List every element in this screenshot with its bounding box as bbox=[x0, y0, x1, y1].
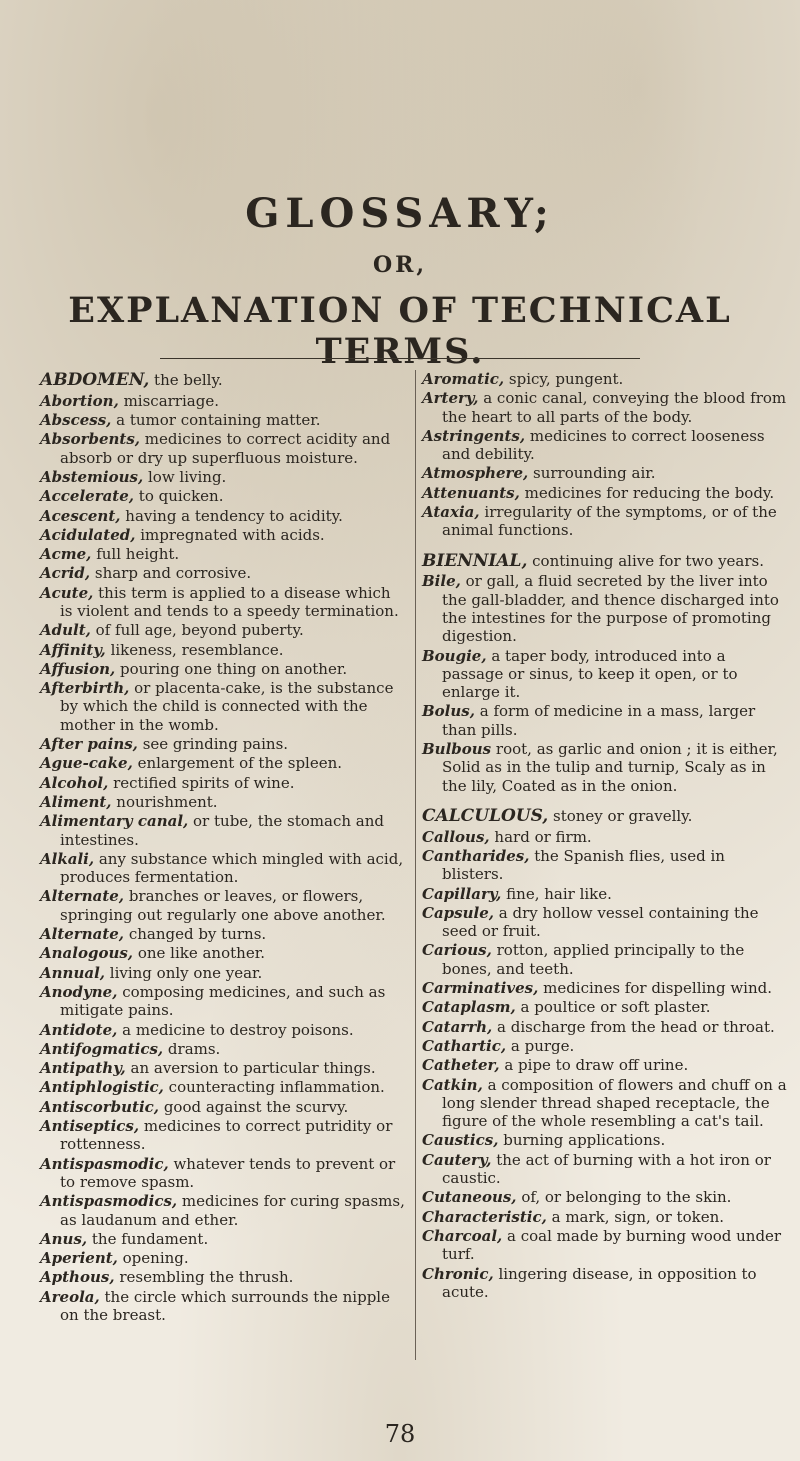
entry-term: Alternate, bbox=[40, 925, 125, 944]
entry-definition: medicines for reducing the body. bbox=[524, 483, 775, 502]
entry-term: Acescent, bbox=[40, 506, 121, 525]
entry-definition: a taper body, introduced into a passage or sinus, to keep it open, or to enlarge it. bbox=[442, 646, 738, 702]
entry-definition: one like another. bbox=[137, 944, 265, 963]
title-rule bbox=[160, 358, 640, 359]
entry-term: Bolus, bbox=[422, 702, 475, 721]
glossary-entry bbox=[422, 1227, 787, 1264]
entry-term: Ataxia, bbox=[422, 503, 480, 522]
glossary-entry bbox=[422, 904, 787, 941]
entry-definition: a pipe to draw off urine. bbox=[504, 1056, 689, 1075]
entry-definition: medicines to correct acidity and absorb or dry up superfluous moisture. bbox=[60, 430, 391, 467]
entry-definition: a medicine to destroy poisons. bbox=[122, 1020, 354, 1039]
glossary-entry bbox=[40, 1249, 405, 1267]
glossary-entry bbox=[422, 647, 787, 702]
entry-term: Astringents, bbox=[422, 426, 526, 445]
entry-definition: root, as garlic and onion ; it is either, Solid as in the tulip and turnip, Scaly as in the lily, Coated as in the onion. bbox=[442, 740, 778, 795]
glossary-entry bbox=[40, 1155, 405, 1192]
column-divider bbox=[415, 370, 416, 1360]
entry-definition: the circle which surrounds the nipple on the breast. bbox=[60, 1287, 390, 1324]
entry-definition: having a tendency to acidity. bbox=[125, 506, 343, 525]
glossary-entry bbox=[40, 468, 405, 486]
glossary-entry bbox=[40, 1040, 405, 1058]
entry-term: Antipathy, bbox=[40, 1059, 126, 1078]
glossary-entry bbox=[422, 1056, 787, 1074]
entry-definition: low living. bbox=[147, 467, 227, 486]
entry-term: Capillary, bbox=[422, 884, 502, 903]
entry-definition: or tube, the stomach and intestines. bbox=[60, 812, 384, 849]
glossary-entry bbox=[40, 430, 405, 467]
entry-definition: a tumor containing matter. bbox=[116, 411, 321, 430]
page-number: 78 bbox=[384, 1420, 416, 1448]
entry-term: Accelerate, bbox=[40, 487, 135, 506]
glossary-entry bbox=[40, 641, 405, 659]
entry-term: Antiphlogistic, bbox=[40, 1078, 164, 1097]
left-column bbox=[40, 370, 405, 1325]
glossary-entry bbox=[40, 1230, 405, 1248]
glossary-entry bbox=[40, 411, 405, 429]
entry-term: Affinity, bbox=[40, 640, 106, 659]
glossary-entry bbox=[422, 503, 787, 540]
entry-term: Ague-cake, bbox=[40, 754, 133, 773]
entry-term: Atmosphere, bbox=[422, 464, 529, 483]
glossary-entry bbox=[422, 464, 787, 482]
entry-definition: branches or leaves, or flowers, springing out regularly one above another. bbox=[60, 887, 386, 924]
entry-term: Cathartic, bbox=[422, 1036, 507, 1055]
glossary-entry bbox=[40, 735, 405, 753]
entry-definition: resembling the thrush. bbox=[119, 1268, 294, 1287]
glossary-entry bbox=[40, 526, 405, 544]
entry-definition: spicy, pungent. bbox=[508, 370, 624, 388]
entry-definition: irregularity of the symptoms, or of the animal functions. bbox=[442, 503, 777, 540]
entry-term: Alkali, bbox=[40, 849, 95, 868]
entry-term: Carminatives, bbox=[422, 979, 539, 998]
glossary-entry bbox=[422, 572, 787, 645]
entry-definition: the fundament. bbox=[91, 1229, 209, 1248]
entry-term: Catarrh, bbox=[422, 1017, 493, 1036]
entry-definition: continuing alive for two years. bbox=[532, 551, 764, 570]
entry-term: BIENNIAL, bbox=[422, 550, 528, 571]
entry-term: Aperient, bbox=[40, 1249, 118, 1268]
glossary-entry bbox=[40, 793, 405, 811]
entry-term: Characteristic, bbox=[422, 1207, 547, 1226]
or-line: OR, bbox=[372, 252, 428, 278]
page-header bbox=[0, 0, 800, 372]
glossary-entry bbox=[422, 1188, 787, 1206]
entry-definition: a mark, sign, or token. bbox=[551, 1207, 724, 1226]
entry-term: Artery, bbox=[422, 389, 479, 408]
glossary-entry bbox=[422, 806, 787, 827]
entry-definition: rotton, applied principally to the bones, and teeth. bbox=[442, 941, 745, 978]
entry-definition: medicines for curing spasms, as laudanum and ether. bbox=[60, 1192, 405, 1229]
entry-term: After pains, bbox=[40, 735, 138, 754]
entry-term: Antidote, bbox=[40, 1020, 118, 1039]
entry-term: Antiscorbutic, bbox=[40, 1097, 160, 1116]
entry-term: Antispasmodic, bbox=[40, 1154, 169, 1173]
entry-term: Antifogmatics, bbox=[40, 1039, 164, 1058]
entry-definition: miscarriage. bbox=[123, 391, 219, 410]
glossary-entry bbox=[40, 392, 405, 410]
glossary-entry bbox=[422, 1265, 787, 1302]
entry-definition: likeness, resemblance. bbox=[110, 640, 284, 659]
glossary-entry bbox=[40, 1078, 405, 1096]
glossary-entry bbox=[40, 754, 405, 772]
entry-term: Anodyne, bbox=[40, 982, 118, 1001]
entry-term: Acidulated, bbox=[40, 525, 136, 544]
section-gap bbox=[422, 796, 787, 806]
entry-term: Catkin, bbox=[422, 1075, 483, 1094]
entry-term: Cautery, bbox=[422, 1150, 492, 1169]
entry-definition: or gall, a fluid secreted by the liver into the gall-bladder, and thence discharged into the intestines for the purpose of promoting digestion. bbox=[442, 572, 779, 646]
entry-term: Acrid, bbox=[40, 564, 91, 583]
entry-definition: of, or belonging to the skin. bbox=[521, 1188, 732, 1207]
entry-definition: a form of medicine in a mass, larger than pills. bbox=[442, 702, 756, 739]
glossary-entry bbox=[422, 1037, 787, 1055]
glossary-entry bbox=[40, 1021, 405, 1039]
entry-term: Carious, bbox=[422, 941, 492, 960]
entry-definition: a discharge from the head or throat. bbox=[497, 1017, 775, 1036]
entry-definition: opening. bbox=[122, 1249, 189, 1268]
entry-term: Cantharides, bbox=[422, 847, 530, 865]
glossary-entry bbox=[422, 1018, 787, 1036]
entry-term: Attenuants, bbox=[422, 483, 520, 502]
glossary-entry bbox=[422, 740, 787, 795]
entry-definition: this term is applied to a disease which is violent and tends to a speedy termination. bbox=[60, 583, 399, 620]
entry-definition: enlargement of the spleen. bbox=[137, 754, 343, 773]
glossary-entry bbox=[40, 774, 405, 792]
entry-definition: stoney or gravelly. bbox=[553, 806, 693, 825]
glossary-entry bbox=[40, 545, 405, 563]
glossary-entry bbox=[422, 828, 787, 846]
entry-term: Aliment, bbox=[40, 792, 112, 811]
glossary-entry bbox=[422, 941, 787, 978]
entry-definition: medicines for dispelling wind. bbox=[543, 979, 772, 998]
glossary-entry bbox=[40, 660, 405, 678]
glossary-entry bbox=[40, 812, 405, 849]
entry-term: Cutaneous, bbox=[422, 1188, 517, 1207]
glossary-title: GLOSSARY; bbox=[245, 190, 555, 237]
entry-term: Bile, bbox=[422, 572, 461, 591]
right-column bbox=[422, 370, 787, 1302]
entry-definition: or placenta-cake, is the substance by which the child is connected with the mother in the womb. bbox=[60, 679, 394, 734]
entry-term: Abstemious, bbox=[40, 467, 144, 486]
entry-definition: the belly. bbox=[154, 371, 223, 389]
glossary-entry bbox=[40, 507, 405, 525]
entry-term: Abscess, bbox=[40, 411, 112, 430]
glossary-entry bbox=[40, 487, 405, 505]
entry-term: Charcoal, bbox=[422, 1226, 503, 1245]
entry-term: Absorbents, bbox=[40, 430, 141, 449]
entry-definition: full height. bbox=[96, 545, 180, 564]
glossary-entry bbox=[40, 944, 405, 962]
entry-term: Anus, bbox=[40, 1229, 88, 1248]
glossary-entry bbox=[422, 1131, 787, 1149]
glossary-entry bbox=[40, 983, 405, 1020]
entry-term: Catheter, bbox=[422, 1056, 500, 1075]
entry-definition: see grinding pains. bbox=[142, 735, 289, 754]
glossary-entry bbox=[40, 584, 405, 621]
entry-term: Cataplasm, bbox=[422, 998, 516, 1017]
glossary-entry bbox=[422, 702, 787, 739]
entry-term: Analogous, bbox=[40, 944, 134, 963]
glossary-entry bbox=[40, 1268, 405, 1286]
entry-definition: changed by turns. bbox=[128, 925, 267, 944]
entry-term: CALCULOUS, bbox=[422, 805, 549, 826]
glossary-entry bbox=[422, 847, 787, 884]
glossary-entry bbox=[422, 1076, 787, 1131]
entry-term: Alcohol, bbox=[40, 773, 109, 792]
entry-definition: a coal made by burning wood under turf. bbox=[442, 1226, 782, 1264]
glossary-entry bbox=[422, 979, 787, 997]
entry-term: Annual, bbox=[40, 963, 105, 982]
entry-term: Abortion, bbox=[40, 391, 119, 410]
entry-term: Caustics, bbox=[422, 1131, 499, 1150]
entry-definition: burning applications. bbox=[503, 1131, 666, 1150]
entry-definition: drams. bbox=[167, 1039, 221, 1058]
glossary-entry bbox=[40, 964, 405, 982]
entry-term: Aromatic, bbox=[422, 370, 505, 388]
entry-term: Callous, bbox=[422, 827, 490, 846]
glossary-entry bbox=[40, 1288, 405, 1325]
entry-definition: living only one year. bbox=[109, 963, 263, 982]
entry-term: Alternate, bbox=[40, 887, 125, 906]
glossary-entry bbox=[422, 1151, 787, 1188]
entry-definition: surrounding air. bbox=[533, 464, 656, 483]
entry-term: Bulbous bbox=[422, 740, 492, 759]
entry-definition: a composition of flowers and chuff on a long slender thread shaped receptacle, the figure of the whole resembling a cat's tail. bbox=[442, 1075, 787, 1131]
glossary-entry bbox=[422, 1208, 787, 1226]
entry-definition: whatever tends to prevent or to remove spasm. bbox=[60, 1154, 396, 1191]
subtitle: EXPLANATION OF TECHNICAL TERMS. bbox=[68, 290, 732, 372]
glossary-entry bbox=[40, 679, 405, 734]
entry-definition: nourishment. bbox=[116, 792, 218, 811]
entry-definition: an aversion to particular things. bbox=[130, 1059, 376, 1078]
entry-definition: hard or firm. bbox=[494, 827, 592, 846]
entry-term: Areola, bbox=[40, 1287, 100, 1306]
glossary-columns bbox=[40, 370, 787, 1410]
entry-definition: a dry hollow vessel containing the seed or fruit. bbox=[442, 903, 759, 941]
glossary-entry bbox=[40, 925, 405, 943]
glossary-entry bbox=[40, 1059, 405, 1077]
entry-term: Afterbirth, bbox=[40, 679, 130, 698]
entry-definition: composing medicines, and such as mitigate pains. bbox=[60, 982, 386, 1020]
glossary-entry bbox=[40, 887, 405, 924]
entry-definition: a poultice or soft plaster. bbox=[520, 998, 711, 1017]
entry-definition: a purge. bbox=[510, 1036, 575, 1055]
entry-term: Capsule, bbox=[422, 903, 494, 922]
entry-term: Alimentary canal, bbox=[40, 812, 189, 831]
entry-term: ABDOMEN, bbox=[40, 370, 150, 390]
entry-term: Acute, bbox=[40, 583, 94, 602]
glossary-entry bbox=[422, 389, 787, 426]
glossary-entry bbox=[422, 885, 787, 903]
entry-definition: a conic canal, conveying the blood from the heart to all parts of the body. bbox=[442, 389, 787, 426]
entry-term: Antiseptics, bbox=[40, 1117, 140, 1136]
entry-definition: the act of burning with a hot iron or caustic. bbox=[442, 1150, 771, 1188]
glossary-entry bbox=[40, 564, 405, 582]
glossary-entry bbox=[40, 850, 405, 887]
entry-definition: medicines to correct looseness and debility. bbox=[442, 426, 765, 464]
entry-term: Acme, bbox=[40, 545, 92, 564]
entry-definition: good against the scurvy. bbox=[163, 1097, 349, 1116]
entry-term: Adult, bbox=[40, 621, 91, 640]
glossary-entry bbox=[40, 1192, 405, 1229]
section-gap bbox=[422, 541, 787, 551]
glossary-entry bbox=[422, 998, 787, 1016]
glossary-entry bbox=[40, 1117, 405, 1154]
glossary-entry bbox=[422, 484, 787, 502]
entry-term: Chronic, bbox=[422, 1264, 494, 1283]
entry-term: Apthous, bbox=[40, 1268, 115, 1287]
entry-term: Affusion, bbox=[40, 659, 116, 678]
entry-definition: any substance which mingled with acid, produces fermentation. bbox=[60, 849, 404, 887]
glossary-entry bbox=[40, 1098, 405, 1116]
entry-definition: the Spanish flies, used in blisters. bbox=[442, 847, 725, 884]
glossary-entry bbox=[422, 427, 787, 464]
entry-definition: lingering disease, in opposition to acute. bbox=[442, 1264, 757, 1301]
glossary-entry bbox=[40, 621, 405, 639]
glossary-entry bbox=[40, 370, 405, 391]
entry-definition: medicines to correct putridity or rottenness. bbox=[60, 1117, 393, 1154]
entry-term: Bougie, bbox=[422, 646, 487, 665]
glossary-entry bbox=[422, 551, 787, 572]
entry-definition: sharp and corrosive. bbox=[94, 564, 252, 583]
entry-definition: pouring one thing on another. bbox=[120, 659, 348, 678]
entry-definition: of full age, beyond puberty. bbox=[95, 621, 304, 640]
entry-definition: fine, hair like. bbox=[506, 884, 612, 903]
entry-definition: counteracting inflammation. bbox=[168, 1078, 385, 1097]
entry-definition: rectified spirits of wine. bbox=[113, 773, 295, 792]
entry-definition: to quicken. bbox=[138, 487, 224, 506]
glossary-entry bbox=[422, 370, 787, 388]
entry-term: Antispasmodics, bbox=[40, 1192, 178, 1211]
entry-definition: impregnated with acids. bbox=[140, 525, 325, 544]
